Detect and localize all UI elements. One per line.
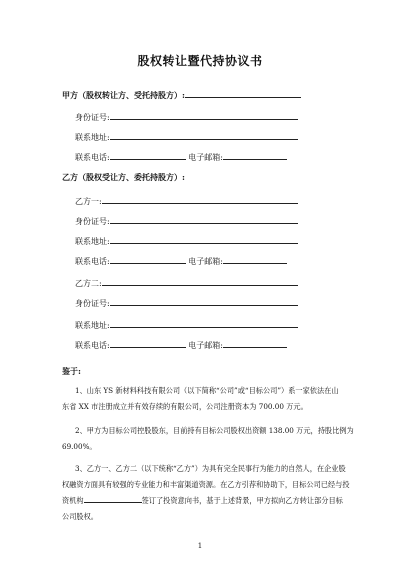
party-a-id-label: 身份证号: (75, 113, 110, 122)
party-b2-phone-blank (110, 340, 186, 348)
party-a-header-text: 甲方（股权转让方、受托持股方）: (62, 90, 185, 100)
party-b1-id-label: 身份证号: (75, 217, 110, 226)
party-b2-address-label: 联系地址: (75, 321, 110, 330)
whereas-p1-line1: 1、山东 YS 新材料科技有限公司（以下简称“公司”或“目标公司”）系一家依法在山 (75, 386, 339, 395)
party-a-address-label: 联系地址: (75, 133, 110, 142)
party-a-id-blank (110, 112, 298, 120)
party-a-address-row (75, 132, 298, 143)
party-b2-id-label: 身份证号: (75, 299, 110, 308)
party-b1-address-row (75, 236, 298, 247)
whereas-heading: 鉴于: (62, 366, 81, 376)
party-b1-phone-label: 联系电话: (75, 257, 110, 266)
party-b2-id-blank (110, 298, 298, 306)
whereas-p2-line2: 69.00%。 (62, 442, 97, 451)
party-a-id-row (75, 112, 298, 123)
party-a-email-blank (223, 152, 287, 160)
party-b1-email-blank (223, 256, 287, 264)
party-b2-id-row (75, 298, 298, 309)
party-a-contact-row (75, 152, 287, 163)
document-title: 股权转让暨代持协议书 (137, 54, 263, 68)
whereas-p3-line3-end: 签订了投资意向书，基于上述背景，甲方拟向乙方转让部分目标 (141, 496, 343, 505)
party-b1-label: 乙方一: (75, 197, 102, 206)
party-b1-address-label: 联系地址: (75, 237, 110, 246)
party-b2-name-blank (102, 278, 298, 286)
whereas-p3-line3-start: 资机构 (62, 496, 84, 505)
party-b2-address-blank (110, 320, 298, 328)
party-a-email-label: 电子邮箱: (188, 153, 223, 162)
party-a-name-blank (185, 90, 301, 98)
party-b2-row (75, 278, 298, 289)
whereas-p3-line3 (62, 494, 343, 507)
party-b1-contact-row (75, 256, 287, 267)
whereas-p2-line1: 2、甲方为目标公司控股股东，目前持有目标公司股权出资额 138.00 万元，持股比例为 (75, 426, 354, 435)
whereas-p3-line4: 公司股权。 (62, 512, 98, 521)
party-b1-email-label: 电子邮箱: (188, 257, 223, 266)
party-b2-phone-label: 联系电话: (75, 341, 110, 350)
investor-blank (84, 495, 142, 503)
party-b1-id-row (75, 216, 298, 227)
party-b2-email-label: 电子邮箱: (188, 341, 223, 350)
party-b1-address-blank (110, 236, 298, 244)
party-b2-label: 乙方二: (75, 279, 102, 288)
party-b1-row (75, 196, 298, 207)
party-b2-email-blank (223, 340, 287, 348)
party-b2-contact-row (75, 340, 287, 351)
party-b-header: 乙方（股权受让方、委托持股方）: (62, 172, 185, 182)
whereas-p3-line1: 3、乙方一、乙方二（以下统称“乙方”）为具有完全民事行为能力的自然人，在企业股 (75, 464, 346, 473)
party-a-address-blank (110, 132, 298, 140)
party-b2-address-row (75, 320, 298, 331)
whereas-p3-line2: 权融资方面具有较强的专业能力和丰富渠道资源。在乙方引荐和协助下，目标公司已经与投 (62, 480, 350, 489)
page-number: 1 (197, 542, 203, 550)
party-b1-name-blank (102, 196, 298, 204)
party-b1-id-blank (110, 216, 298, 224)
party-a-phone-blank (110, 152, 186, 160)
whereas-p1-line2: 东省 XX 市注册成立并有效存续的有限公司，公司注册资本为 700.00 万元。 (62, 402, 308, 411)
party-a-header (62, 90, 301, 101)
party-a-phone-label: 联系电话: (75, 153, 110, 162)
party-b1-phone-blank (110, 256, 186, 264)
